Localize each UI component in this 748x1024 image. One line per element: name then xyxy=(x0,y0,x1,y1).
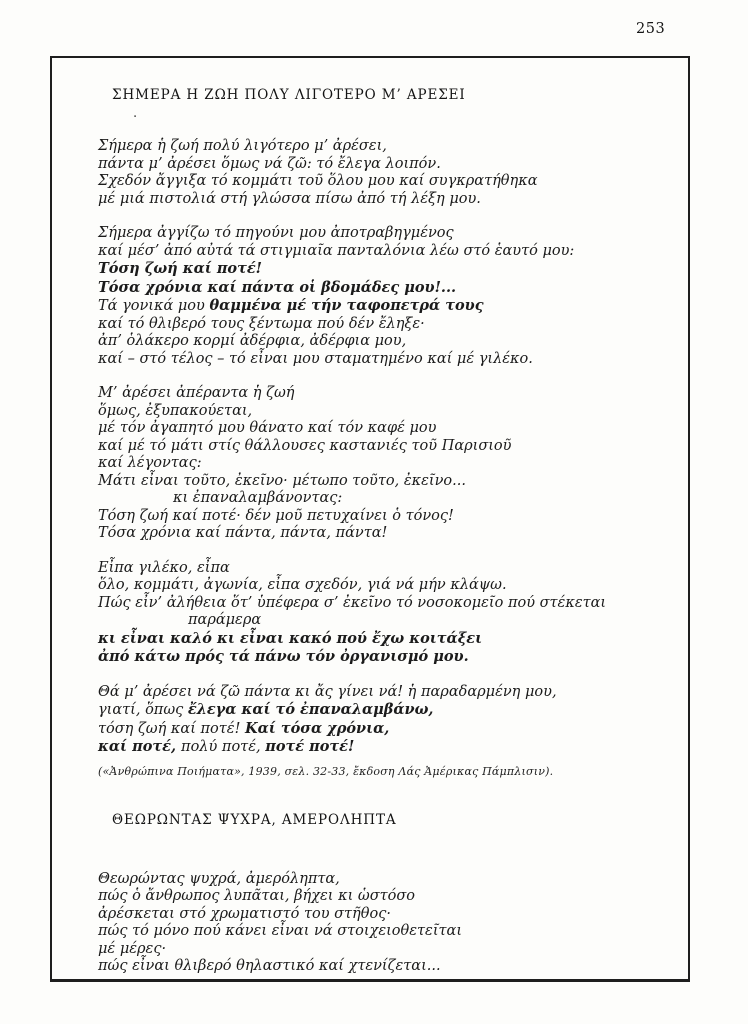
line-segment: Σχεδόν ἄγγιξα τό κομμάτι τοῦ ὅλου μου καί συγκρατήθηκα xyxy=(98,173,538,189)
line-segment: καί μέ τό μάτι στίς θάλλουσες καστανιές τοῦ Παρισιοῦ xyxy=(98,437,512,454)
poem-line xyxy=(98,279,664,298)
stanza xyxy=(98,560,664,667)
poem-line xyxy=(98,260,664,279)
line-segment: μέ τόν ἀγαπητό μου θάνατο καί τόν καφέ μου xyxy=(98,420,437,436)
poem-line xyxy=(98,420,664,438)
poem-line xyxy=(98,385,664,403)
poem-line xyxy=(98,738,664,757)
line-segment: Τόσα χρόνια καί πάντα, πάντα, πάντα! xyxy=(98,525,388,541)
line-segment: Εἶπα γιλέκο, εἶπα xyxy=(98,559,230,576)
line-segment: ἀπό κάτω πρός τά πάνω τόν ὀργανισμό μου. xyxy=(98,648,469,665)
line-segment: καί μέσ’ ἀπό αὐτά τά στιγμιαῖα πανταλόνια λέω στό ἑαυτό μου: xyxy=(98,242,575,259)
poem-line xyxy=(98,630,664,649)
line-segment: μέ μέρες· xyxy=(98,940,167,957)
line-segment: Θά μ’ ἀρέσει νά ζῶ πάντα κι ἄς γίνει νά! ἡ παραδαρμένη μου, xyxy=(98,683,557,700)
poem-line xyxy=(98,923,664,941)
stray-print-mark: . xyxy=(133,106,138,121)
line-segment: ἀρέσκεται στό χρωματιστό του στῆθος· xyxy=(98,905,391,922)
poem-title: ΣΗΜΕΡΑ Η ΖΩΗ ΠΟΛΥ ΛΙΓΟΤΕΡΟ Μ’ ΑΡΕΣΕΙ xyxy=(112,87,466,103)
line-segment: πολύ ποτέ, xyxy=(181,739,266,755)
poem-line xyxy=(98,720,664,739)
line-segment: Τά γονικά μου xyxy=(98,298,210,314)
line-segment: Σήμερα ἡ ζωή πολύ λιγότερο μ’ ἀρέσει, xyxy=(98,138,387,154)
stanza xyxy=(98,138,664,208)
poem-line xyxy=(98,191,664,209)
line-segment: Τόσα χρόνια καί πάντα οἱ βδομάδες μου!... xyxy=(98,278,457,296)
poem-line xyxy=(98,595,664,613)
line-segment: καί – στό τέλος – τό εἶναι μου σταματημένο καί μέ γιλέκο. xyxy=(98,350,533,367)
line-segment: ἔλεγα καί τό ἐπαναλαμβάνω, xyxy=(187,701,434,718)
poem-line xyxy=(98,225,664,243)
poem-body xyxy=(98,138,664,757)
poem-line xyxy=(98,958,664,976)
line-segment: πάντα μ’ ἀρέσει ὅμως νά ζῶ: τό ἔλεγα λοιπόν. xyxy=(98,155,441,172)
line-segment: καί λέγοντας: xyxy=(98,455,202,471)
line-segment: παράμερα xyxy=(188,612,262,628)
poem-line xyxy=(98,243,664,261)
poem-line xyxy=(98,508,664,526)
poem-line xyxy=(98,333,664,351)
poem-line xyxy=(98,525,664,543)
line-segment: ὅλο, κομμάτι, ἀγωνία, εἶπα σχεδόν, γιά νά μήν κλάψω. xyxy=(98,577,507,593)
line-segment: μέ μιά πιστολιά στή γλώσσα πίσω ἀπό τή λέξη μου. xyxy=(98,190,481,207)
line-segment: Μάτι εἶναι τοῦτο, ἐκεῖνο· μέτωπο τοῦτο, ἐκεῖνο... xyxy=(98,472,466,489)
poem-title: ΘΕΩΡΩΝΤΑΣ ΨΥΧΡΑ, ΑΜΕΡΟΛΗΠΤΑ xyxy=(112,811,397,828)
line-segment: θαμμένα μέ τήν ταφοπετρά τους xyxy=(209,297,484,314)
line-segment: Θεωρώντας ψυχρά, ἀμερόληπτα, xyxy=(98,870,340,887)
line-segment: κι ἐπαναλαμβάνοντας: xyxy=(173,490,343,506)
poem-line xyxy=(98,403,664,421)
line-segment: Τόση ζωή καί ποτέ! xyxy=(98,260,263,277)
poem-line xyxy=(98,473,664,491)
poem-line xyxy=(98,173,664,191)
poem-line xyxy=(98,701,664,720)
line-segment: ὅμως, ἐξυπακούεται, xyxy=(98,402,253,419)
line-segment: πώς ὁ ἄνθρωπος λυπᾶται, βήχει κι ὡστόσο xyxy=(98,888,415,904)
poem-line xyxy=(98,156,664,174)
poem-line xyxy=(98,684,664,702)
poem-line xyxy=(98,560,664,578)
line-segment: κι εἶναι καλό κι εἶναι κακό πού ἔχω κοιτάξει xyxy=(98,629,483,647)
poem-line xyxy=(98,438,664,456)
stanza xyxy=(98,225,664,368)
line-segment: Μ’ ἀρέσει ἀπέραντα ἡ ζωή xyxy=(98,385,295,401)
poem-line xyxy=(98,941,664,959)
poem-simera-i-zoi xyxy=(98,87,664,779)
poem-theorontas-psychra xyxy=(98,812,664,976)
stanza xyxy=(98,684,664,757)
line-segment: Τόση ζωή καί ποτέ· δέν μοῦ πετυχαίνει ὁ τόνος! xyxy=(98,507,454,524)
poem-line xyxy=(98,138,664,156)
line-segment: Πώς εἶν’ ἀλήθεια ὅτ’ ὑπέφερα σ’ ἐκεῖνο τό νοσοκομεῖο πού στέκεται xyxy=(98,594,607,611)
poem-line xyxy=(98,648,664,667)
page-border-frame xyxy=(50,56,690,982)
poem-line xyxy=(98,316,664,334)
poem-line xyxy=(98,871,664,889)
poem-line xyxy=(98,612,664,630)
line-segment: ποτέ ποτέ! xyxy=(265,738,355,755)
stanza xyxy=(98,871,664,976)
line-segment: τόση ζωή καί ποτέ! xyxy=(98,720,246,737)
line-segment: γιατί, ὅπως xyxy=(98,702,188,718)
line-segment: Σήμερα ἀγγίζω τό πηγούνι μου ἀποτραβηγμένος xyxy=(98,225,454,241)
line-segment: ἀπ’ ὁλάκερο κορμί ἀδέρφια, ἀδέρφια μου, xyxy=(98,333,407,349)
line-segment: πώς τό μόνο πού κάνει εἶναι νά στοιχειοθετεῖται xyxy=(98,923,463,939)
poem-body xyxy=(98,871,664,976)
poem-line xyxy=(98,906,664,924)
stanza xyxy=(98,385,664,543)
poem-line xyxy=(98,888,664,906)
poem-line xyxy=(98,351,664,369)
line-segment: πώς εἶναι θλιβερό θηλαστικό καί χτενίζεται... xyxy=(98,958,441,974)
poem-line xyxy=(98,455,664,473)
line-segment: καί ποτέ, xyxy=(98,738,182,755)
poem-line xyxy=(98,297,664,316)
line-segment: καί τό θλιβερό τους ξέντωμα πού δέν ἔληξε· xyxy=(98,315,425,332)
line-segment: Καί τόσα χρόνια, xyxy=(245,719,390,737)
source-citation: («Ἀνθρώπινα Ποιήματα», 1939, σελ. 32-33, ἔκδοση Λάς Ἀμέρικας Πάμπλισιν). xyxy=(98,764,554,778)
poem-line xyxy=(98,577,664,595)
page-number: 253 xyxy=(636,21,666,37)
poem-line xyxy=(98,490,664,508)
